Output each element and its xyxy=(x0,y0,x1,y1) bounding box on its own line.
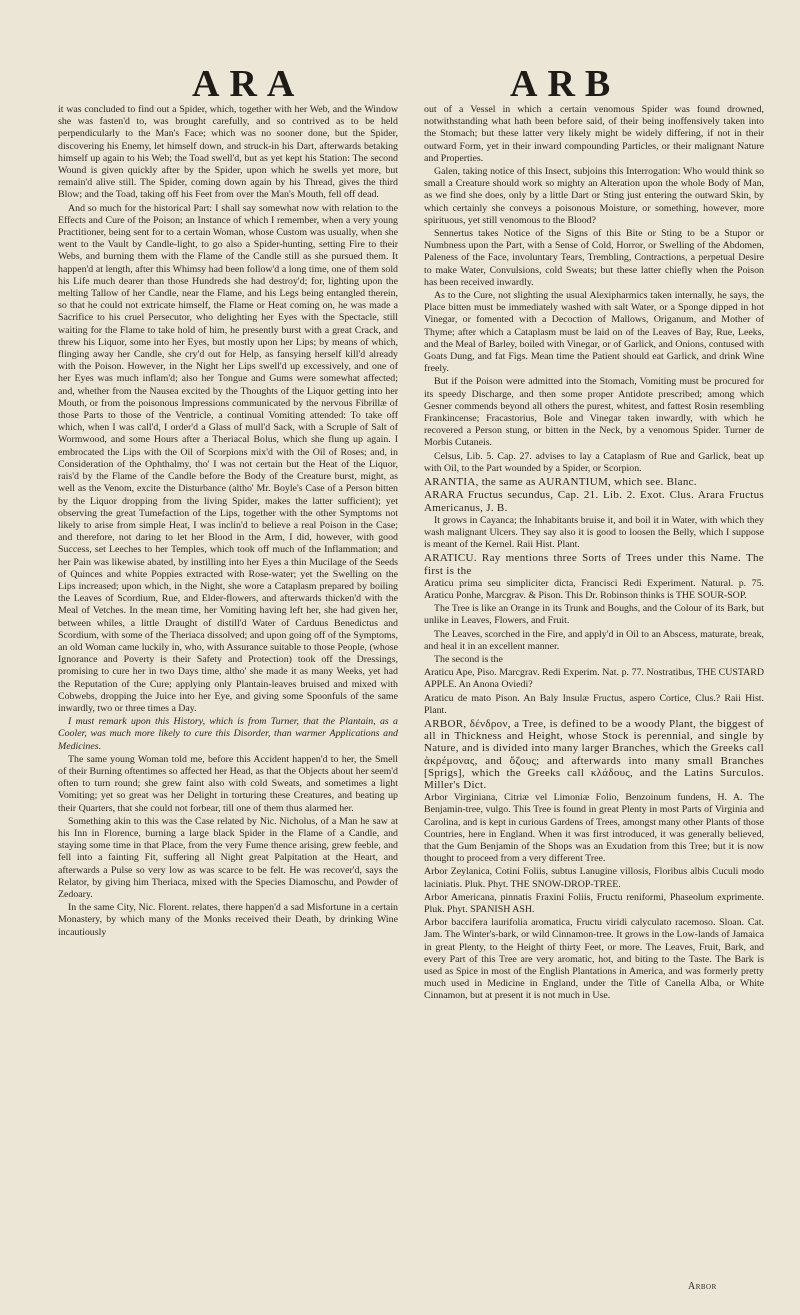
paragraph: In the same City, Nic. Florent. relates, there happen'd a sad Misfortune in a certain Monastery, by which many of the Monks received their Death, by drinking Wine incautiously xyxy=(58,902,398,938)
paragraph: And so much for the historical Part: I shall say somewhat now with relation to the Effects and Cure of the Poison; an Instance of which I remember, when a very young Practitioner, being sent for to a certain Woman, whose Custom was usually, when she went to the Vault by Candle-light, to go also a Spider-hunting, setting Fire to their Webs, and burning them with the Flame of the Candle still as she pursued them. It happen'd at length, after this Whimsy had been follow'd a long time, one of them sold his Life much dearer than those Hundreds she had destroy'd; for, lighting upon the melting Tallow of her Candle, near the Flame, and his Legs being entangled therein, so that he could not extricate himself, the Flame or Heat coming on, he was made a Sacrifice to his cruel Persecutor, who delighting her Eyes with the Spectacle, still waiting for the Flame to take hold of him, he presently burst with a great Crack, and threw his Liquor, some into her Eyes, but mostly upon her Lips; by means of which, flinging away her Candle, she cry'd out for Help, as fansying herself kill'd already with the Poison. However, in the Night her Lips swell'd up excessively, and one of her Eyes was much inflam'd; also her Tongue and Gums were somewhat affected; and, whether from the Nausea excited by the Thoughts of the Liquor getting into her Mouth, or from the poisonous Impressions communicated by the nervous Fibrillæ of those Parts to those of the Ventricle, a continual Vomiting attended: To take off which, when I was call'd, I order'd a Glass of mull'd Sack, with a Scruple of Salt of Wormwood, and some Hours after a Theriacal Bolus, which she flung up again. I embrocated the Lips with the Oil of Scorpions mix'd with the Oil of Roses; and, in Consideration of the Ophthalmy, tho' I was not certain but the Heat of the Liquor, rais'd by the Flame of the Candle before the Body of the Creature burst, might, as well as the Venom, excite the Disturbance (altho' Mr. Boyle's Case of a Person bitten by the Liquor dropping from the living Spider, makes the latter sufficient); yet observing the great Tumefaction of the Lips, together with the other Symptoms not likely to arise from simple Heat, I was inclin'd to believe a real Poison in the Case; and therefore, not daring to let her Blood in the Arm, I did, however, with good Success, set Leeches to her Temples, which took off much of the Inflammation; and her Pain was likewise abated, by instilling into her Eyes a thin Mucilage of the Seeds of Quinces and white Poppies extracted with Rose-water; yet the Swelling on the Lips increased; upon which, in the Night, she wore a Cataplasm prepared by boiling the Leaves of Scordium, Rue, and Elder-flowers, and afterwards thicken'd with the Meal of Vetches. In the mean time, her Vomiting having left her, she had given her, between whiles, a little Draught of distill'd Water of Carduus Benedictus and Scordium, with some of the Theriaca dissolved; and upon going off of the Symptoms, an old Woman came luckily in, who, with Assurance suitable to those People, (whose Ignorance and Poverty is their Safety and Protection) took off the Dressings, promising to cure her in two Days time, altho' she made it as many Weeks, yet had the Reputation of the Cure; applying only Plantain-leaves bruised and mixed with Cobwebs, dropping the Juice into her Eye, and giving some Spoonfuls of the same inwardly, two or three times a Day. xyxy=(58,202,398,714)
catchword: Arbor xyxy=(688,1281,717,1292)
subentry-araticu-ape: Araticu Ape, Piso. Marcgrav. Redi Experim. Nat. p. 77. Nostratibus, THE CUSTARD APPLE. An Anona Oviedi? xyxy=(424,667,764,691)
entry-arara: ARARA Fructus secundus, Cap. 21. Lib. 2. Exot. Clus. Arara Fructus Americanus, J. B. xyxy=(424,489,764,514)
page-header xyxy=(0,62,800,105)
entry-arantia: ARANTIA, the same as AURANTIUM, which see. Blanc. xyxy=(424,476,697,489)
paragraph: Celsus, Lib. 5. Cap. 27. advises to lay a Cataplasm of Rue and Garlick, beat up with Oil, to the Part wounded by a Spider, or Scorpion. xyxy=(424,450,764,474)
entry-araticu: ARATICU. Ray mentions three Sorts of Trees under this Name. The first is the xyxy=(424,552,764,577)
subentry-arbor-virginiana: Arbor Virginiana, Citriæ vel Limoniæ Folio, Benzoinum fundens, H. A. The Benjamin-tree, vulgo. This Tree is found in great Plenty in most Parts of Virginia and Carolina, and is kept in curious Gardens of Trees, amongst many other Plants of those Countries, here in England. When it was first introduced, it was generally believed, that the Gum Benjamin of the Shops was an Exudation from this Tree; but it is now thought to proceed from a very different Tree. xyxy=(424,792,764,865)
paragraph: I must remark upon this History, which is from Turner, that the Plantain, as a Cooler, was much more likely to cure this Disorder, than warmer Applications and Medicines. xyxy=(58,716,398,752)
right-running-headword: ARB xyxy=(510,63,621,105)
text-columns xyxy=(58,104,764,1004)
paragraph: Something akin to this was the Case related by Nic. Nicholus, of a Man he saw at his Inn in Florence, burning a large black Spider in the Flame of a Candle, and staying some time in that Place, from the very Fume thence arising, grew feeble, and fell into a fainting Fit, suffering all Night great Palpitation at the Heart, and afterwards a Pulse so very low as was scarce to be felt. He was recover'd, says the Relator, by giving him Theriaca, mixed with the Species Diamoschu, and Powder of Zedoary. xyxy=(58,815,398,900)
right-column xyxy=(424,104,764,1004)
subentry-arbor-baccifera: Arbor baccifera laurifolia aromatica, Fructu viridi calyculato racemoso. Sloan. Cat. Jam. The Winter's-bark, or wild Cinnamon-tree. It grows in the Low-lands of Jamaica in great Plenty, to the Height of thirty Feet, or more. The Leaves, Fruit, Bark, and every Part of this Tree are very aromatic, hot, and biting to the Taste. The Bark is used as Spice in most of the English Plantations in America, and was formerly pretty much used in Medicine in England, under the Title of Canella Alba, or White Cinnamon, but at present it is not much in Use. xyxy=(424,917,764,1002)
paragraph: Sennertus takes Notice of the Signs of this Bite or Sting to be a Stupor or Numbness upon the Part, with a Sense of Cold, Horror, or Swelling of the Abdomen, Paleness of the Face, involuntary Tears, Trembling, Contractions, a perpetual Desire to make Water, Convulsions, cold Sweats; but these latter chiefly when the Poison has been received inwardly. xyxy=(424,228,764,288)
subentry-arbor-zeylanica: Arbor Zeylanica, Cotini Foliis, subtus Lanugine villosis, Floribus albis Cuculi modo laciniatis. Pluk. Phyt. THE SNOW-DROP-TREE. xyxy=(424,866,764,890)
paragraph: out of a Vessel in which a certain venomous Spider was found drowned, notwithstanding what hath been before said, of their being inoffensively taken into the Stomach; but these latter very likely might be widely differing, if not in their outward Form, yet in their inward compounding Particles, or their malignant Nature and Properties. xyxy=(424,104,764,164)
paragraph: The second is the xyxy=(434,653,503,665)
paragraph: The same young Woman told me, before this Accident happen'd to her, the Smell of their Burning oftentimes so affected her Head, as that the Objects about her seem'd often to turn round; she grew faint also with cold Sweats, and sometimes a light Vomiting; yet so great was her Delight in torturing these Creatures, and beating up their Quarters, that she could not forbear, till one of them thus alarmed her. xyxy=(58,753,398,814)
paragraph: it was concluded to find out a Spider, which, together with her Web, and the Window she was fasten'd to, was brought carefully, and so contrived as to be held perpendicularly to the Man's Face; which was no sooner done, but the Spider, discovering his Enemy, let himself down, and struck-in his Dart, afterwards betaking himself up again to his Web; the Toad swell'd, but as yet kept his Station: The second Wound is given quickly after by the Spider, upon which he swells yet more, but remain'd alive still. The Spider, coming down again by his Thread, gives the third Blow; and the Toad, taking off his Feet from over the Man's Mouth, fell off dead. xyxy=(58,104,398,201)
paragraph: But if the Poison were admitted into the Stomach, Vomiting must be procured for its speedy Discharge, and then some proper Antidote prescribed; among which Gesner commends beyond all others the purest, whitest, and fattest Rosin resembling Frankincense; Fracastorius, Bole and Vinegar taken inwardly, with which he recovered a Person stung, or bitten in the Neck, by a venomous Spider. Turner de Morbis Cutaneis. xyxy=(424,376,764,449)
paragraph: It grows in Cayanca; the Inhabitants bruise it, and boil it in Water, with which they wash malignant Ulcers. They say also it is good to loosen the Belly, which I suppose is meant of the Kernel. Raii Hist. Plant. xyxy=(424,514,764,551)
entry-arbor: ARBOR, δένδρον, a Tree, is defined to be a woody Plant, the biggest of all in Thickness and Height, whose Stock is perennial, and single by Nature, and is divided into many larger Branches, which the Greeks call ἀκρέμονας, and ὄζους; and afterwards into many small Branches [Sprigs], which the Greeks call κλάδους, and the Latins Surculos. Miller's Dict. xyxy=(424,717,764,791)
subentry-araticu-de-mato: Araticu de mato Pison. An Baly Insulæ Fructus, aspero Cortice, Clus.? Raii Hist. Plant. xyxy=(424,692,764,716)
paragraph: The Tree is like an Orange in its Trunk and Boughs, and the Colour of its Bark, but unlike in Leaves, Flowers, and Fruit. xyxy=(424,603,764,627)
subentry-araticu-prima: Araticu prima seu simpliciter dicta, Francisci Redi Experiment. Natural. p. 75. Araticu Ponhe, Marcgrav. & Pison. This Dr. Robinson thinks is THE SOUR-SOP. xyxy=(424,577,764,601)
left-running-headword: ARA xyxy=(192,63,305,105)
paragraph: Galen, taking notice of this Insect, subjoins this Interrogation: Who would think so small a Creature should work so mighty an Alteration upon the whole Body of Man, as we find she does, only by a little Dart or Sting just entering the outward Skin, by which certainly she conveys a poisonous Moisture, or something, however, more spirituous, yet still venomous to the Blood? xyxy=(424,166,764,226)
subentry-arbor-americana: Arbor Americana, pinnatis Fraxini Foliis, Fructu reniformi, Phaseolum exprimente. Pluk. Phyt. SPANISH ASH. xyxy=(424,891,764,915)
paragraph: The Leaves, scorched in the Fire, and apply'd in Oil to an Abscess, maturate, break, and heal it in an excellent manner. xyxy=(424,628,764,652)
left-column xyxy=(58,104,398,1004)
paragraph: As to the Cure, not slighting the usual Alexipharmics taken internally, he says, the Place bitten must be immediately washed with salt Water, or a Sponge dipped in hot Vinegar, or fomented with a Decoction of Mallows, Origanum, and Mother of Thyme; after which a Cataplasm must be laid on of the Leaves of Bay, Rue, Leeks, and the Meal of Barley, boiled with Vinegar, or of Garlick, and Onions, contused with Goats Dung, and fat Figs. Mean time the Patient should eat Garlick, and drink Wine freely. xyxy=(424,290,764,375)
